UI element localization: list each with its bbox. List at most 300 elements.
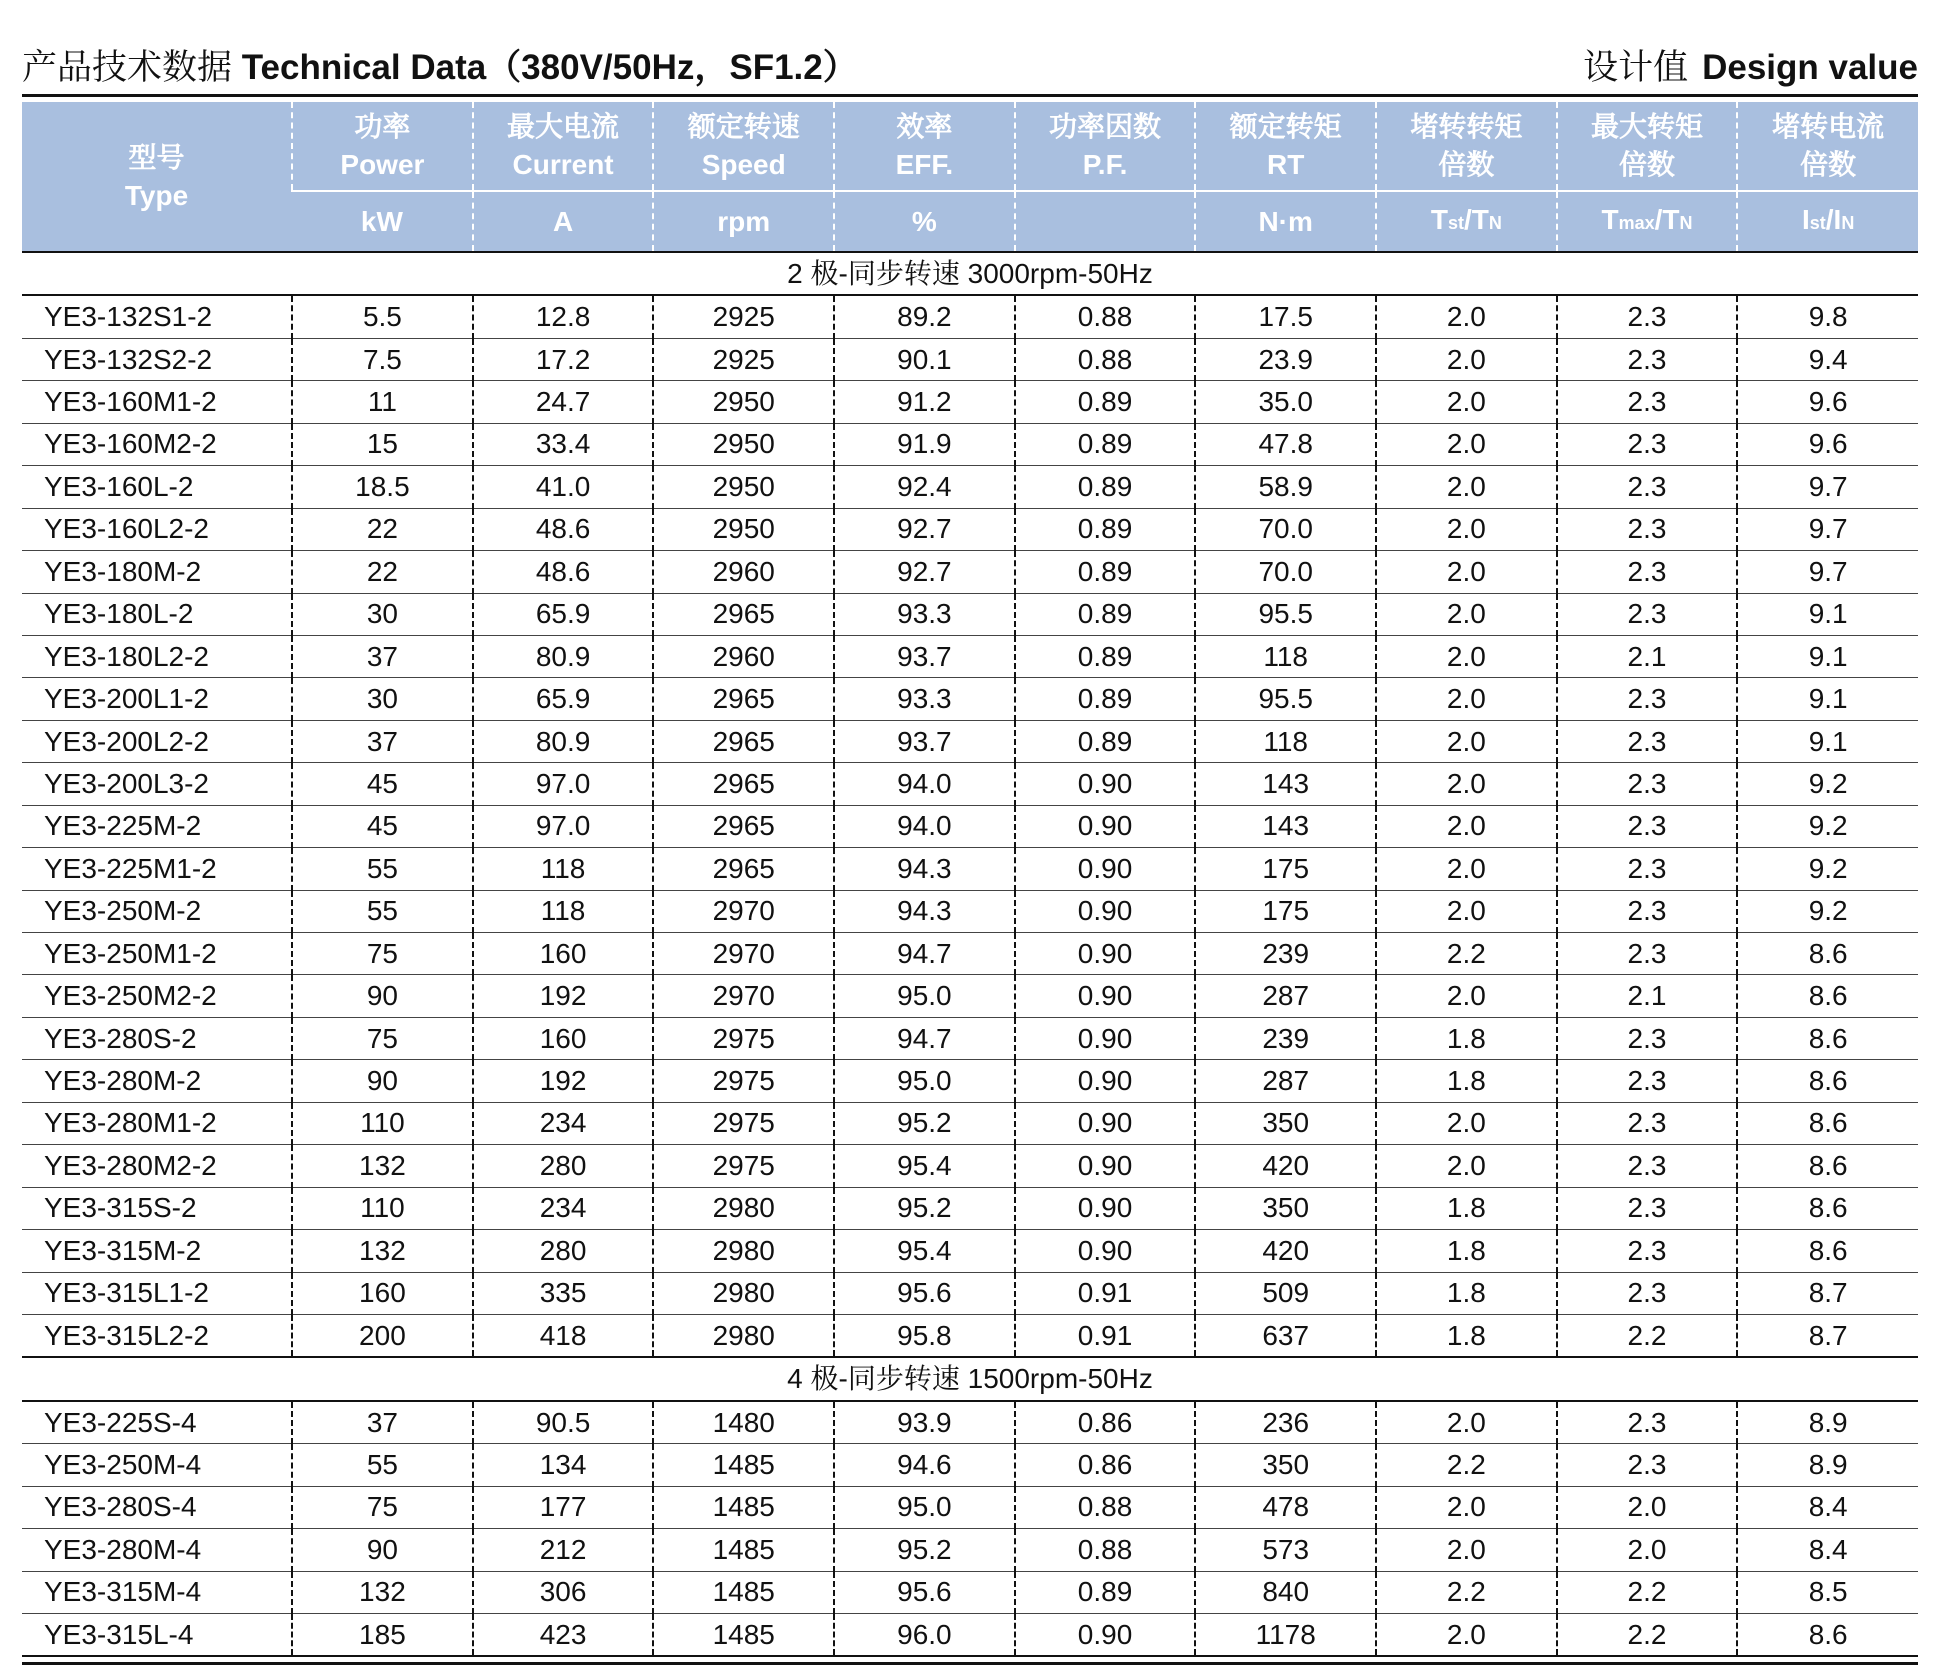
value-cell: 637 <box>1195 1314 1376 1357</box>
value-cell: 134 <box>473 1444 654 1486</box>
value-cell: 0.91 <box>1015 1272 1196 1314</box>
unit-locked-torque-ratio <box>1376 191 1557 252</box>
value-cell: 2.0 <box>1376 551 1557 593</box>
value-cell: 0.90 <box>1015 805 1196 847</box>
table-row <box>22 1486 1918 1528</box>
value-cell: 17.2 <box>473 338 654 380</box>
value-cell: 8.6 <box>1737 1614 1918 1657</box>
title-en: Technical Data（380V/50Hz，SF1.2） <box>241 48 858 87</box>
table-row <box>22 338 1918 380</box>
value-cell: 95.6 <box>834 1571 1015 1613</box>
value-cell: 2.0 <box>1376 466 1557 508</box>
value-cell: 0.88 <box>1015 1529 1196 1571</box>
table-row <box>22 1314 1918 1357</box>
value-cell: 2950 <box>653 508 834 550</box>
design-value-en: Design value <box>1702 48 1918 87</box>
value-cell: 143 <box>1195 805 1376 847</box>
value-cell: 23.9 <box>1195 338 1376 380</box>
table-row <box>22 890 1918 932</box>
unit-main: /T <box>1654 204 1680 235</box>
value-cell: 2965 <box>653 678 834 720</box>
value-cell: 65.9 <box>473 678 654 720</box>
value-cell: 0.89 <box>1015 720 1196 762</box>
table-row <box>22 720 1918 762</box>
value-cell: 0.89 <box>1015 551 1196 593</box>
header-type-en: Type <box>124 179 189 211</box>
value-cell: 0.90 <box>1015 1614 1196 1657</box>
value-cell: 80.9 <box>473 720 654 762</box>
table-body <box>22 252 1918 1656</box>
value-cell: 37 <box>292 635 473 677</box>
value-cell: 2.2 <box>1376 1444 1557 1486</box>
value-cell: 2.3 <box>1557 1060 1738 1102</box>
model-cell: YE3-160L-2 <box>22 466 292 508</box>
value-cell: 350 <box>1195 1187 1376 1229</box>
value-cell: 2.3 <box>1557 593 1738 635</box>
value-cell: 37 <box>292 720 473 762</box>
title-bar <box>22 50 1918 90</box>
value-cell: 2.0 <box>1376 763 1557 805</box>
value-cell: 8.4 <box>1737 1486 1918 1528</box>
model-cell: YE3-315L2-2 <box>22 1314 292 1357</box>
value-cell: 2.3 <box>1557 338 1738 380</box>
model-cell: YE3-160M2-2 <box>22 423 292 465</box>
header-cn: 最大电流 <box>507 111 620 142</box>
value-cell: 22 <box>292 551 473 593</box>
header-en: Power <box>340 149 425 180</box>
value-cell: 2.0 <box>1376 338 1557 380</box>
value-cell: 96.0 <box>834 1614 1015 1657</box>
value-cell: 239 <box>1195 933 1376 975</box>
value-cell: 110 <box>292 1187 473 1229</box>
value-cell: 95.5 <box>1195 678 1376 720</box>
technical-data-table <box>22 102 1918 1657</box>
header-locked-current-ratio <box>1737 102 1918 191</box>
section-label: 2 极-同步转速 3000rpm-50Hz <box>22 252 1918 295</box>
value-cell: 90 <box>292 975 473 1017</box>
value-cell: 2925 <box>653 295 834 338</box>
value-cell: 2.3 <box>1557 763 1738 805</box>
value-cell: 1.8 <box>1376 1187 1557 1229</box>
value-cell: 30 <box>292 678 473 720</box>
header-en: RT <box>1267 149 1305 180</box>
value-cell: 97.0 <box>473 763 654 805</box>
value-cell: 185 <box>292 1614 473 1657</box>
value-cell: 70.0 <box>1195 551 1376 593</box>
table-row <box>22 1060 1918 1102</box>
value-cell: 2.3 <box>1557 720 1738 762</box>
value-cell: 2.3 <box>1557 1272 1738 1314</box>
value-cell: 2975 <box>653 1060 834 1102</box>
value-cell: 8.5 <box>1737 1571 1918 1613</box>
value-cell: 177 <box>473 1486 654 1528</box>
header-en: EFF. <box>895 149 954 180</box>
unit-max-torque-ratio <box>1557 191 1738 252</box>
value-cell: 2.3 <box>1557 805 1738 847</box>
table-row <box>22 1571 1918 1613</box>
header-power-factor <box>1015 102 1196 191</box>
value-cell: 2.2 <box>1557 1614 1738 1657</box>
unit-main: /T <box>1463 204 1489 235</box>
value-cell: 93.7 <box>834 720 1015 762</box>
value-cell: 2.0 <box>1557 1486 1738 1528</box>
value-cell: 9.1 <box>1737 678 1918 720</box>
value-cell: 93.9 <box>834 1401 1015 1444</box>
header-en: 倍数 <box>1438 149 1495 180</box>
value-cell: 2.0 <box>1376 678 1557 720</box>
value-cell: 17.5 <box>1195 295 1376 338</box>
value-cell: 192 <box>473 975 654 1017</box>
value-cell: 423 <box>473 1614 654 1657</box>
table-row <box>22 933 1918 975</box>
value-cell: 2950 <box>653 381 834 423</box>
value-cell: 8.6 <box>1737 1145 1918 1187</box>
table-row <box>22 1017 1918 1059</box>
value-cell: 8.6 <box>1737 1230 1918 1272</box>
value-cell: 2.2 <box>1557 1314 1738 1357</box>
table-row <box>22 1187 1918 1229</box>
value-cell: 160 <box>473 1017 654 1059</box>
value-cell: 1485 <box>653 1571 834 1613</box>
value-cell: 280 <box>473 1230 654 1272</box>
unit-main: I <box>1801 204 1810 235</box>
header-en: Current <box>512 149 614 180</box>
value-cell: 2.0 <box>1376 720 1557 762</box>
value-cell: 95.0 <box>834 1486 1015 1528</box>
value-cell: 2980 <box>653 1230 834 1272</box>
model-cell: YE3-315M-2 <box>22 1230 292 1272</box>
value-cell: 2.0 <box>1376 508 1557 550</box>
value-cell: 2.3 <box>1557 508 1738 550</box>
value-cell: 9.2 <box>1737 848 1918 890</box>
header-cn: 功率因数 <box>1049 111 1162 142</box>
value-cell: 2.0 <box>1376 975 1557 1017</box>
unit-rated-torque: N·m <box>1195 191 1376 252</box>
value-cell: 9.2 <box>1737 763 1918 805</box>
value-cell: 8.6 <box>1737 975 1918 1017</box>
value-cell: 2.0 <box>1557 1529 1738 1571</box>
table-row <box>22 423 1918 465</box>
value-cell: 9.8 <box>1737 295 1918 338</box>
value-cell: 0.90 <box>1015 848 1196 890</box>
value-cell: 2.3 <box>1557 890 1738 932</box>
value-cell: 1.8 <box>1376 1272 1557 1314</box>
value-cell: 2970 <box>653 890 834 932</box>
value-cell: 0.90 <box>1015 1145 1196 1187</box>
header-efficiency <box>834 102 1015 191</box>
value-cell: 0.89 <box>1015 1571 1196 1613</box>
value-cell: 2975 <box>653 1145 834 1187</box>
value-cell: 91.9 <box>834 423 1015 465</box>
table-row <box>22 635 1918 677</box>
unit-sub: max <box>1618 213 1655 233</box>
value-cell: 2.0 <box>1376 1614 1557 1657</box>
value-cell: 2965 <box>653 805 834 847</box>
value-cell: 2.3 <box>1557 1401 1738 1444</box>
value-cell: 93.3 <box>834 593 1015 635</box>
value-cell: 2.1 <box>1557 635 1738 677</box>
value-cell: 132 <box>292 1571 473 1613</box>
unit-sub: N <box>1841 213 1855 233</box>
value-cell: 2.0 <box>1376 1145 1557 1187</box>
value-cell: 12.8 <box>473 295 654 338</box>
table-row <box>22 1614 1918 1657</box>
value-cell: 573 <box>1195 1529 1376 1571</box>
value-cell: 234 <box>473 1102 654 1144</box>
value-cell: 90 <box>292 1529 473 1571</box>
value-cell: 41.0 <box>473 466 654 508</box>
table-row <box>22 1272 1918 1314</box>
value-cell: 2.0 <box>1376 848 1557 890</box>
value-cell: 1485 <box>653 1614 834 1657</box>
header-rated-torque <box>1195 102 1376 191</box>
value-cell: 92.4 <box>834 466 1015 508</box>
value-cell: 1.8 <box>1376 1230 1557 1272</box>
value-cell: 306 <box>473 1571 654 1613</box>
value-cell: 95.2 <box>834 1187 1015 1229</box>
value-cell: 420 <box>1195 1145 1376 1187</box>
value-cell: 94.7 <box>834 933 1015 975</box>
header-cn: 最大转矩 <box>1590 111 1703 142</box>
header-row-units <box>22 191 1918 252</box>
title-cn: 产品技术数据 <box>22 48 233 87</box>
value-cell: 9.6 <box>1737 381 1918 423</box>
value-cell: 95.5 <box>1195 593 1376 635</box>
value-cell: 2980 <box>653 1272 834 1314</box>
model-cell: YE3-132S1-2 <box>22 295 292 338</box>
value-cell: 2975 <box>653 1017 834 1059</box>
unit-main: T <box>1601 204 1619 235</box>
value-cell: 8.4 <box>1737 1529 1918 1571</box>
value-cell: 94.6 <box>834 1444 1015 1486</box>
value-cell: 0.89 <box>1015 635 1196 677</box>
value-cell: 22 <box>292 508 473 550</box>
model-cell: YE3-225S-4 <box>22 1401 292 1444</box>
value-cell: 9.1 <box>1737 635 1918 677</box>
value-cell: 8.7 <box>1737 1314 1918 1357</box>
value-cell: 2960 <box>653 551 834 593</box>
model-cell: YE3-160M1-2 <box>22 381 292 423</box>
model-cell: YE3-180M-2 <box>22 551 292 593</box>
model-cell: YE3-160L2-2 <box>22 508 292 550</box>
value-cell: 8.9 <box>1737 1401 1918 1444</box>
value-cell: 9.1 <box>1737 593 1918 635</box>
value-cell: 30 <box>292 593 473 635</box>
header-cn: 堵转电流 <box>1772 111 1885 142</box>
value-cell: 9.7 <box>1737 466 1918 508</box>
value-cell: 478 <box>1195 1486 1376 1528</box>
value-cell: 24.7 <box>473 381 654 423</box>
value-cell: 94.3 <box>834 848 1015 890</box>
value-cell: 2.0 <box>1376 890 1557 932</box>
value-cell: 335 <box>473 1272 654 1314</box>
value-cell: 287 <box>1195 1060 1376 1102</box>
value-cell: 89.2 <box>834 295 1015 338</box>
value-cell: 91.2 <box>834 381 1015 423</box>
value-cell: 95.0 <box>834 1060 1015 1102</box>
value-cell: 2970 <box>653 975 834 1017</box>
value-cell: 0.90 <box>1015 763 1196 805</box>
model-cell: YE3-280S-4 <box>22 1486 292 1528</box>
header-en: P.F. <box>1082 149 1128 180</box>
value-cell: 35.0 <box>1195 381 1376 423</box>
table-row <box>22 1444 1918 1486</box>
model-cell: YE3-180L-2 <box>22 593 292 635</box>
value-cell: 2.2 <box>1557 1571 1738 1613</box>
value-cell: 9.7 <box>1737 508 1918 550</box>
value-cell: 95.4 <box>834 1230 1015 1272</box>
value-cell: 132 <box>292 1230 473 1272</box>
value-cell: 2980 <box>653 1187 834 1229</box>
value-cell: 8.6 <box>1737 1187 1918 1229</box>
value-cell: 2.3 <box>1557 1102 1738 1144</box>
value-cell: 280 <box>473 1145 654 1187</box>
value-cell: 2.0 <box>1376 295 1557 338</box>
value-cell: 15 <box>292 423 473 465</box>
value-cell: 2.3 <box>1557 551 1738 593</box>
value-cell: 0.89 <box>1015 423 1196 465</box>
value-cell: 160 <box>292 1272 473 1314</box>
value-cell: 350 <box>1195 1444 1376 1486</box>
table-row <box>22 1145 1918 1187</box>
design-value-cn: 设计值 <box>1583 48 1689 87</box>
value-cell: 0.90 <box>1015 1102 1196 1144</box>
value-cell: 1.8 <box>1376 1017 1557 1059</box>
header-current <box>473 102 654 191</box>
unit-locked-current-ratio <box>1737 191 1918 252</box>
model-cell: YE3-180L2-2 <box>22 635 292 677</box>
value-cell: 95.8 <box>834 1314 1015 1357</box>
value-cell: 2.0 <box>1376 1102 1557 1144</box>
value-cell: 90 <box>292 1060 473 1102</box>
table-row <box>22 678 1918 720</box>
value-cell: 9.7 <box>1737 551 1918 593</box>
value-cell: 118 <box>473 890 654 932</box>
model-cell: YE3-250M1-2 <box>22 933 292 975</box>
value-cell: 2.3 <box>1557 1017 1738 1059</box>
value-cell: 9.2 <box>1737 890 1918 932</box>
value-cell: 160 <box>473 933 654 975</box>
value-cell: 45 <box>292 805 473 847</box>
value-cell: 90.1 <box>834 338 1015 380</box>
value-cell: 0.90 <box>1015 1017 1196 1059</box>
table-row <box>22 1102 1918 1144</box>
value-cell: 9.6 <box>1737 423 1918 465</box>
model-cell: YE3-315L-4 <box>22 1614 292 1657</box>
table-row <box>22 593 1918 635</box>
section-header-row <box>22 1357 1918 1400</box>
value-cell: 5.5 <box>292 295 473 338</box>
value-cell: 2980 <box>653 1314 834 1357</box>
value-cell: 0.90 <box>1015 933 1196 975</box>
value-cell: 33.4 <box>473 423 654 465</box>
value-cell: 9.1 <box>1737 720 1918 762</box>
value-cell: 2.0 <box>1376 423 1557 465</box>
header-power <box>292 102 473 191</box>
value-cell: 1.8 <box>1376 1060 1557 1102</box>
value-cell: 94.0 <box>834 763 1015 805</box>
value-cell: 92.7 <box>834 551 1015 593</box>
value-cell: 80.9 <box>473 635 654 677</box>
header-max-torque-ratio <box>1557 102 1738 191</box>
value-cell: 118 <box>1195 720 1376 762</box>
value-cell: 1178 <box>1195 1614 1376 1657</box>
unit-speed: rpm <box>653 191 834 252</box>
value-cell: 8.9 <box>1737 1444 1918 1486</box>
value-cell: 8.6 <box>1737 1102 1918 1144</box>
value-cell: 8.6 <box>1737 1060 1918 1102</box>
value-cell: 55 <box>292 1444 473 1486</box>
model-cell: YE3-280M-4 <box>22 1529 292 1571</box>
value-cell: 2.0 <box>1376 1401 1557 1444</box>
value-cell: 75 <box>292 933 473 975</box>
value-cell: 48.6 <box>473 508 654 550</box>
value-cell: 0.89 <box>1015 593 1196 635</box>
value-cell: 234 <box>473 1187 654 1229</box>
value-cell: 95.0 <box>834 975 1015 1017</box>
value-cell: 840 <box>1195 1571 1376 1613</box>
value-cell: 0.86 <box>1015 1444 1196 1486</box>
table-row <box>22 975 1918 1017</box>
unit-power-factor <box>1015 191 1196 252</box>
value-cell: 200 <box>292 1314 473 1357</box>
table-row <box>22 381 1918 423</box>
value-cell: 0.91 <box>1015 1314 1196 1357</box>
header-cn: 额定转速 <box>687 111 800 142</box>
model-cell: YE3-280M1-2 <box>22 1102 292 1144</box>
value-cell: 2.2 <box>1376 933 1557 975</box>
value-cell: 2960 <box>653 635 834 677</box>
value-cell: 94.7 <box>834 1017 1015 1059</box>
value-cell: 11 <box>292 381 473 423</box>
value-cell: 48.6 <box>473 551 654 593</box>
value-cell: 55 <box>292 848 473 890</box>
model-cell: YE3-315L1-2 <box>22 1272 292 1314</box>
model-cell: YE3-315M-4 <box>22 1571 292 1613</box>
value-cell: 143 <box>1195 763 1376 805</box>
model-cell: YE3-200L1-2 <box>22 678 292 720</box>
value-cell: 0.86 <box>1015 1401 1196 1444</box>
value-cell: 1480 <box>653 1401 834 1444</box>
value-cell: 418 <box>473 1314 654 1357</box>
unit-sub: st <box>1447 213 1464 233</box>
value-cell: 2.0 <box>1376 593 1557 635</box>
value-cell: 90.5 <box>473 1401 654 1444</box>
header-en: Speed <box>701 149 786 180</box>
value-cell: 95.2 <box>834 1102 1015 1144</box>
model-cell: YE3-250M-4 <box>22 1444 292 1486</box>
value-cell: 236 <box>1195 1401 1376 1444</box>
header-cn: 效率 <box>896 111 953 142</box>
value-cell: 2975 <box>653 1102 834 1144</box>
value-cell: 8.6 <box>1737 1017 1918 1059</box>
value-cell: 0.90 <box>1015 1230 1196 1272</box>
model-cell: YE3-315S-2 <box>22 1187 292 1229</box>
value-cell: 97.0 <box>473 805 654 847</box>
page-title <box>22 40 858 90</box>
value-cell: 95.2 <box>834 1529 1015 1571</box>
value-cell: 239 <box>1195 1017 1376 1059</box>
value-cell: 2965 <box>653 720 834 762</box>
value-cell: 92.7 <box>834 508 1015 550</box>
header-type-cn: 型号 <box>128 141 185 173</box>
value-cell: 93.3 <box>834 678 1015 720</box>
value-cell: 94.0 <box>834 805 1015 847</box>
value-cell: 2965 <box>653 763 834 805</box>
model-cell: YE3-280M-2 <box>22 1060 292 1102</box>
value-cell: 93.7 <box>834 635 1015 677</box>
value-cell: 2.0 <box>1376 1486 1557 1528</box>
